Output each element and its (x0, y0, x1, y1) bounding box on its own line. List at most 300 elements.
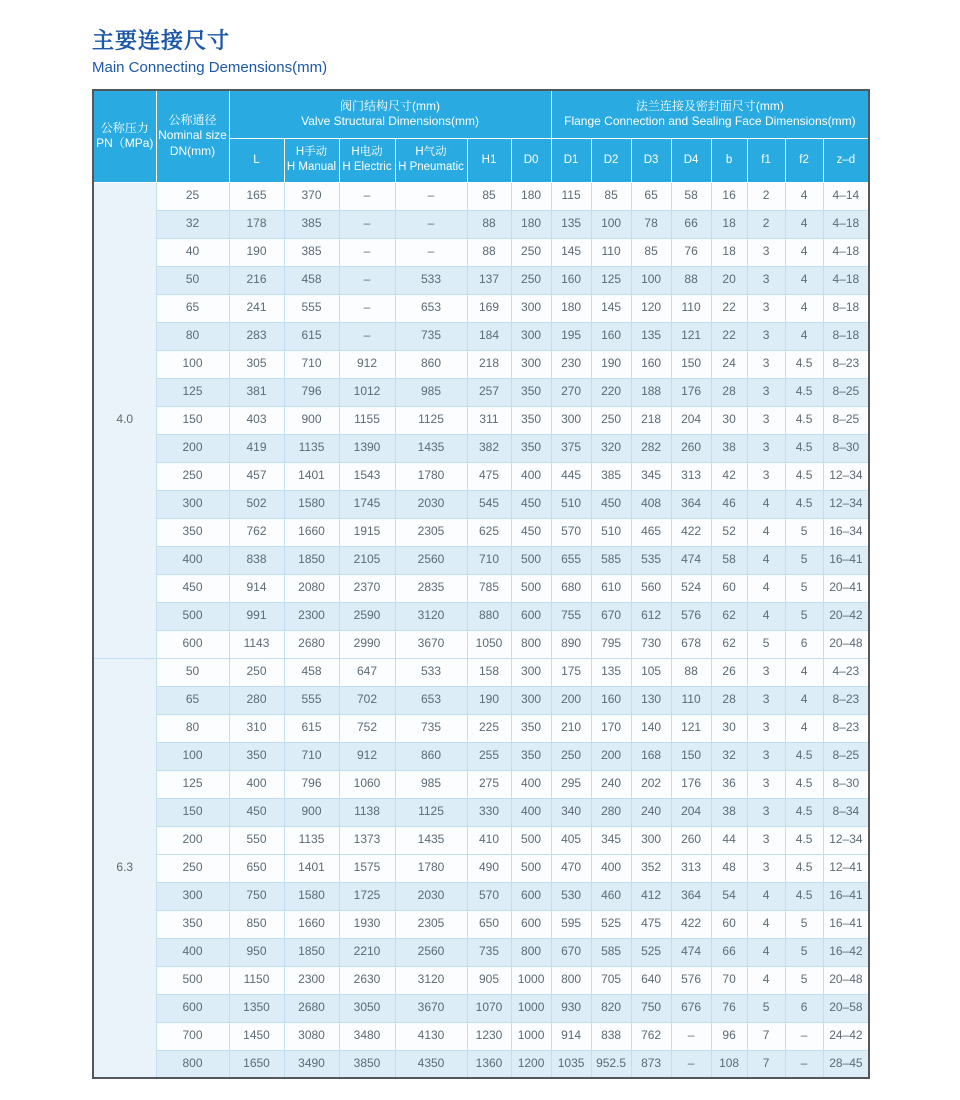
dimension-cell: 260 (671, 434, 711, 462)
column-header-l (229, 138, 284, 182)
dimension-cell: 4 (747, 938, 785, 966)
dimension-cell: 300 (511, 322, 551, 350)
dimension-cell: 160 (551, 266, 591, 294)
column-header-d0 (511, 138, 551, 182)
dimension-cell: 530 (551, 882, 591, 910)
table-row (93, 490, 869, 518)
dimension-cell: 412 (631, 882, 671, 910)
dimension-cell: 752 (339, 714, 395, 742)
dimension-cell: 210 (551, 714, 591, 742)
dimension-cell: 85 (591, 182, 631, 210)
dimension-cell: 52 (711, 518, 747, 546)
dimension-cell: 8–18 (823, 294, 869, 322)
dimension-cell: 502 (229, 490, 284, 518)
dimension-cell: 450 (229, 798, 284, 826)
dimension-cell: 385 (284, 210, 339, 238)
dimension-cell: 165 (229, 182, 284, 210)
dimension-cell: 22 (711, 294, 747, 322)
table-row (93, 1050, 869, 1078)
dimension-cell: 4350 (395, 1050, 467, 1078)
table-row (93, 462, 869, 490)
dimension-cell: 600 (511, 602, 551, 630)
dimension-cell: 850 (229, 910, 284, 938)
dimension-cell: 190 (229, 238, 284, 266)
dimension-cell: 36 (711, 770, 747, 798)
dimension-cell: 755 (551, 602, 591, 630)
pn-value: 4.0 (93, 182, 156, 658)
dimension-cell: 385 (591, 462, 631, 490)
dimension-cell: 3 (747, 854, 785, 882)
dimension-cell: 20–42 (823, 602, 869, 630)
page-title: 主要连接尺寸 (92, 28, 231, 53)
dn-value: 450 (156, 574, 229, 602)
dn-value: 300 (156, 490, 229, 518)
header-label: Flange Connection and Sealing Face Dimensions(mm) (564, 114, 856, 129)
dimension-cell: 96 (711, 1022, 747, 1050)
dimension-cell: 570 (467, 882, 511, 910)
dimension-cell: 130 (631, 686, 671, 714)
dimension-cell: 3 (747, 322, 785, 350)
dimension-cell: 785 (467, 574, 511, 602)
dimension-cell: 135 (551, 210, 591, 238)
dimension-cell: 204 (671, 798, 711, 826)
dimension-cell: 2990 (339, 630, 395, 658)
dimension-cell: 8–23 (823, 350, 869, 378)
dimension-cell: 950 (229, 938, 284, 966)
dimension-cell: 585 (591, 546, 631, 574)
header-label: b (725, 153, 733, 166)
dn-value: 100 (156, 350, 229, 378)
column-header-d2 (591, 138, 631, 182)
dimension-cell: 2370 (339, 574, 395, 602)
header-label: 阀门结构尺寸(mm) (340, 98, 441, 113)
dimension-cell: 3050 (339, 994, 395, 1022)
dimension-cell: 1850 (284, 938, 339, 966)
dimension-cell: 576 (671, 966, 711, 994)
header-label: 法兰连接及密封面尺寸(mm) (635, 98, 784, 113)
dimension-cell: 120 (631, 294, 671, 322)
dimension-cell: 1373 (339, 826, 395, 854)
dimension-cell: 410 (467, 826, 511, 854)
dimension-cell: 202 (631, 770, 671, 798)
table-row (93, 602, 869, 630)
dimension-cell: 1401 (284, 854, 339, 882)
dimension-cell: 4 (747, 490, 785, 518)
dimension-cell: 1725 (339, 882, 395, 910)
column-header-pn (93, 90, 156, 182)
dimension-cell: 110 (671, 686, 711, 714)
dimension-cell: 300 (511, 658, 551, 686)
table-row (93, 350, 869, 378)
dimension-cell: 241 (229, 294, 284, 322)
dimension-cell: 1780 (395, 462, 467, 490)
dn-value: 300 (156, 882, 229, 910)
dimension-cell: 375 (551, 434, 591, 462)
dimension-cell: 2 (747, 210, 785, 238)
dimension-cell: 1350 (229, 994, 284, 1022)
dimension-cell: 382 (467, 434, 511, 462)
dimension-cell: 458 (284, 658, 339, 686)
dimension-cell: 12–34 (823, 490, 869, 518)
header-label: H1 (481, 153, 497, 166)
dimension-cell: 735 (395, 322, 467, 350)
dimension-cell: 300 (511, 350, 551, 378)
dn-value: 125 (156, 378, 229, 406)
dimension-cell: 4.5 (785, 434, 823, 462)
dimension-cell: 653 (395, 294, 467, 322)
dimension-cell: 510 (551, 490, 591, 518)
dimension-cell: 2 (747, 182, 785, 210)
table-row (93, 518, 869, 546)
dimension-cell: 364 (671, 490, 711, 518)
dimension-cell: 250 (511, 238, 551, 266)
dimension-cell: 16–41 (823, 910, 869, 938)
dimension-cell: – (395, 182, 467, 210)
dimension-cell: 4 (785, 322, 823, 350)
dimension-cell: 3120 (395, 966, 467, 994)
dimension-cell: 300 (631, 826, 671, 854)
dimension-cell: 3 (747, 434, 785, 462)
dimension-cell: 458 (284, 266, 339, 294)
dimension-cell: 30 (711, 406, 747, 434)
dimension-cell: 140 (631, 714, 671, 742)
dimension-cell: 76 (671, 238, 711, 266)
table-row (93, 854, 869, 882)
dimension-cell: 5 (747, 630, 785, 658)
dimension-cell: 176 (671, 378, 711, 406)
dimension-cell: 8–23 (823, 714, 869, 742)
dimension-cell: 4.5 (785, 742, 823, 770)
dimension-cell: 4.5 (785, 490, 823, 518)
dimension-cell: 5 (785, 546, 823, 574)
dimension-cell: 340 (551, 798, 591, 826)
dimension-cell: – (339, 210, 395, 238)
dimension-cell: 250 (229, 658, 284, 686)
dimension-cell: 58 (671, 182, 711, 210)
dimension-cell: 115 (551, 182, 591, 210)
dimension-cell: 905 (467, 966, 511, 994)
dimension-cell: 408 (631, 490, 671, 518)
dimension-cell: 85 (467, 182, 511, 210)
dimension-cell: – (395, 210, 467, 238)
table-row (93, 826, 869, 854)
dimension-cell: 20–48 (823, 966, 869, 994)
dimension-cell: 3 (747, 798, 785, 826)
dimension-cell: 560 (631, 574, 671, 602)
dimension-cell: 510 (591, 518, 631, 546)
dimension-cell: 16–34 (823, 518, 869, 546)
dimension-cell: 762 (229, 518, 284, 546)
table-body (93, 182, 869, 1078)
dimension-cell: 4 (747, 546, 785, 574)
dimension-cell: 1050 (467, 630, 511, 658)
dimension-cell: 6 (785, 630, 823, 658)
dimension-cell: 3 (747, 742, 785, 770)
dimension-cell: 600 (511, 910, 551, 938)
dimension-cell: 4–18 (823, 238, 869, 266)
column-header-h (339, 138, 395, 182)
dimension-cell: 3120 (395, 602, 467, 630)
dimension-cell: 18 (711, 238, 747, 266)
dimension-cell: 350 (511, 434, 551, 462)
dimension-cell: 20–41 (823, 574, 869, 602)
dimension-cell: 4 (785, 294, 823, 322)
dimension-cell: 490 (467, 854, 511, 882)
dimension-cell: 12–34 (823, 826, 869, 854)
dimension-cell: 710 (284, 350, 339, 378)
dimension-cell: 1143 (229, 630, 284, 658)
dimension-cell: 1780 (395, 854, 467, 882)
dimension-cell: 750 (229, 882, 284, 910)
dimension-cell: 16 (711, 182, 747, 210)
dimension-cell: 1580 (284, 490, 339, 518)
dimension-cell: 4.5 (785, 350, 823, 378)
table-row (93, 630, 869, 658)
dimension-cell: 4.5 (785, 378, 823, 406)
dimension-cell: 8–30 (823, 770, 869, 798)
dimension-cell: – (785, 1050, 823, 1078)
column-header-h (284, 138, 339, 182)
dimension-cell: 32 (711, 742, 747, 770)
dimension-cell: 838 (229, 546, 284, 574)
dimension-cell: 300 (511, 686, 551, 714)
dimension-cell: 676 (671, 994, 711, 1022)
dimension-cell: 364 (671, 882, 711, 910)
dimension-cell: 3 (747, 658, 785, 686)
dimension-cell: 890 (551, 630, 591, 658)
dimension-cell: 8–34 (823, 798, 869, 826)
dimension-cell: 150 (671, 742, 711, 770)
dimension-cell: 137 (467, 266, 511, 294)
dimension-cell: 670 (551, 938, 591, 966)
dimension-cell: 3 (747, 686, 785, 714)
dimension-cell: 4 (785, 182, 823, 210)
dimension-cell: 160 (591, 686, 631, 714)
dimension-cell: 533 (395, 658, 467, 686)
dimension-cell: 295 (551, 770, 591, 798)
dimension-cell: 762 (631, 1022, 671, 1050)
dimension-cell: 1000 (511, 966, 551, 994)
dimension-cell: 1135 (284, 434, 339, 462)
dn-value: 25 (156, 182, 229, 210)
dimension-cell: 500 (511, 826, 551, 854)
dimension-cell: 612 (631, 602, 671, 630)
dimension-cell: 12–34 (823, 462, 869, 490)
dimension-cell: 576 (671, 602, 711, 630)
dn-value: 65 (156, 294, 229, 322)
dimension-cell: 28–45 (823, 1050, 869, 1078)
dimension-cell: 1435 (395, 826, 467, 854)
table-row (93, 798, 869, 826)
dn-value: 80 (156, 322, 229, 350)
dimension-cell: 26 (711, 658, 747, 686)
table-row (93, 658, 869, 686)
dimension-cell: 524 (671, 574, 711, 602)
header-label: f2 (799, 153, 809, 166)
dn-value: 400 (156, 938, 229, 966)
dimension-cell: – (671, 1050, 711, 1078)
dimension-cell: 4–18 (823, 210, 869, 238)
dimension-cell: 2630 (339, 966, 395, 994)
dimension-cell: 1035 (551, 1050, 591, 1078)
dimensions-table (92, 89, 870, 1079)
dimension-cell: 400 (511, 462, 551, 490)
dimension-cell: 160 (591, 322, 631, 350)
dn-value: 40 (156, 238, 229, 266)
dimension-cell: 4.5 (785, 406, 823, 434)
dimension-cell: 678 (671, 630, 711, 658)
header-label: H手动 (295, 146, 328, 159)
dimension-cell: 240 (631, 798, 671, 826)
dimension-cell: – (339, 322, 395, 350)
dimension-cell: 2590 (339, 602, 395, 630)
header-label: 公称通径 (168, 112, 217, 127)
dimension-cell: – (395, 238, 467, 266)
dimension-cell: 121 (671, 322, 711, 350)
dn-value: 150 (156, 406, 229, 434)
dimension-cell: 3 (747, 294, 785, 322)
column-header-f1 (747, 138, 785, 182)
dimension-cell: 735 (467, 938, 511, 966)
dimension-cell: 4 (747, 910, 785, 938)
dimension-cell: 350 (511, 378, 551, 406)
dimension-cell: 3670 (395, 630, 467, 658)
pn-value: 6.3 (93, 658, 156, 1078)
dimension-cell: 1360 (467, 1050, 511, 1078)
header-label: H Pneumatic (398, 161, 464, 173)
dimension-cell: 650 (467, 910, 511, 938)
table-header (93, 90, 869, 182)
dn-value: 350 (156, 518, 229, 546)
dimension-cell: 8–23 (823, 686, 869, 714)
dimension-cell: – (671, 1022, 711, 1050)
dimension-cell: 240 (591, 770, 631, 798)
dimension-cell: 24–42 (823, 1022, 869, 1050)
dimension-cell: 20–48 (823, 630, 869, 658)
dimension-cell: 190 (467, 686, 511, 714)
dimension-cell: 60 (711, 574, 747, 602)
dimension-cell: 460 (591, 882, 631, 910)
dimension-cell: 1660 (284, 910, 339, 938)
dimension-cell: 1450 (229, 1022, 284, 1050)
dimension-cell: 4 (747, 574, 785, 602)
dimension-cell: 20 (711, 266, 747, 294)
table-row (93, 966, 869, 994)
dimension-cell: 4.5 (785, 854, 823, 882)
dimension-cell: 5 (785, 938, 823, 966)
dimension-cell: 710 (467, 546, 511, 574)
dimension-cell: 3 (747, 266, 785, 294)
dimension-cell: 450 (511, 490, 551, 518)
dimension-cell: 184 (467, 322, 511, 350)
dimension-cell: 76 (711, 994, 747, 1022)
dimension-cell: 4.5 (785, 798, 823, 826)
dimension-cell: 4 (785, 658, 823, 686)
dimension-cell: 345 (631, 462, 671, 490)
dimension-cell: 1200 (511, 1050, 551, 1078)
dimension-cell: 585 (591, 938, 631, 966)
dimension-cell: 283 (229, 322, 284, 350)
dimension-cell: 4.5 (785, 770, 823, 798)
dimension-cell: 403 (229, 406, 284, 434)
dimension-cell: 3 (747, 406, 785, 434)
column-header-dn (156, 90, 229, 182)
dimension-cell: 500 (511, 574, 551, 602)
table-row (93, 434, 869, 462)
dimension-cell: 280 (591, 798, 631, 826)
dn-value: 400 (156, 546, 229, 574)
dimension-cell: 4 (747, 882, 785, 910)
table-row (93, 686, 869, 714)
dimension-cell: 650 (229, 854, 284, 882)
table-row (93, 266, 869, 294)
dimension-cell: 1012 (339, 378, 395, 406)
dimension-cell: 105 (631, 658, 671, 686)
dimension-cell: 48 (711, 854, 747, 882)
dn-value: 150 (156, 798, 229, 826)
dimension-cell: 260 (671, 826, 711, 854)
dimension-cell: 1155 (339, 406, 395, 434)
dimension-cell: 3 (747, 350, 785, 378)
dimension-cell: 3490 (284, 1050, 339, 1078)
dimension-cell: 370 (284, 182, 339, 210)
dimension-cell: 200 (591, 742, 631, 770)
dn-value: 350 (156, 910, 229, 938)
dimension-cell: 1125 (395, 406, 467, 434)
dimension-cell: 2305 (395, 518, 467, 546)
dimension-cell: 180 (511, 210, 551, 238)
header-label: PN（MPa) (96, 136, 154, 151)
dimension-cell: 705 (591, 966, 631, 994)
table-row (93, 770, 869, 798)
dimension-cell: 860 (395, 350, 467, 378)
dimension-cell: 66 (671, 210, 711, 238)
dimension-cell: – (785, 1022, 823, 1050)
dimension-cell: 4–23 (823, 658, 869, 686)
dimension-cell: 350 (229, 742, 284, 770)
dimension-cell: 311 (467, 406, 511, 434)
dimension-cell: 255 (467, 742, 511, 770)
dimension-cell: 2300 (284, 602, 339, 630)
dimension-cell: 873 (631, 1050, 671, 1078)
dn-value: 125 (156, 770, 229, 798)
dimension-cell: 175 (551, 658, 591, 686)
dimension-cell: 282 (631, 434, 671, 462)
dimension-cell: 85 (631, 238, 671, 266)
dimension-cell: 595 (551, 910, 591, 938)
dimension-cell: 12–41 (823, 854, 869, 882)
dimension-cell: 4 (785, 210, 823, 238)
dimension-cell: 900 (284, 406, 339, 434)
dimension-cell: 4.5 (785, 462, 823, 490)
dimension-cell: 62 (711, 602, 747, 630)
dimension-cell: 160 (631, 350, 671, 378)
dimension-cell: 3480 (339, 1022, 395, 1050)
dn-value: 800 (156, 1050, 229, 1078)
dimension-cell: 796 (284, 770, 339, 798)
dimension-cell: 88 (467, 210, 511, 238)
dimension-cell: 18 (711, 210, 747, 238)
table-row (93, 182, 869, 210)
column-header-d4 (671, 138, 711, 182)
dimension-cell: 2560 (395, 546, 467, 574)
dimension-cell: 625 (467, 518, 511, 546)
dimension-cell: 30 (711, 714, 747, 742)
dimension-cell: 860 (395, 742, 467, 770)
dimension-cell: 914 (229, 574, 284, 602)
dimension-cell: 422 (671, 910, 711, 938)
table-row (93, 294, 869, 322)
